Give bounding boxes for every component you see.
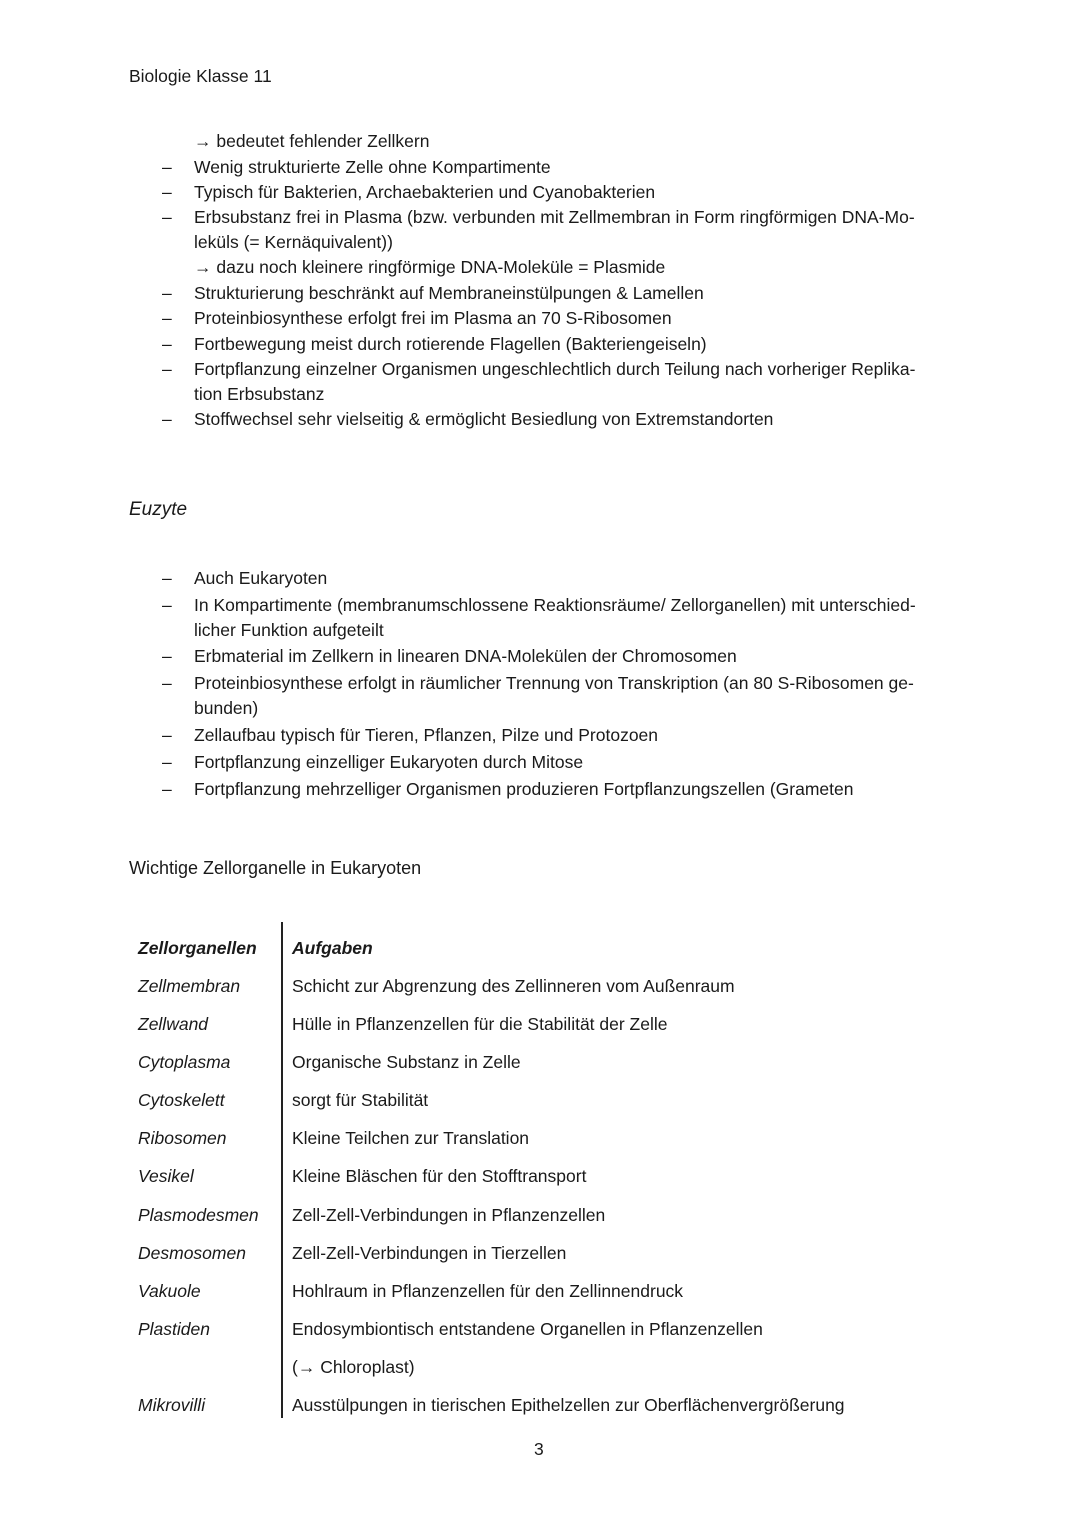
list-item: Erbsubstanz frei in Plasma (bzw. verbunden mit Zellmembran in Form ringförmigen DNA-Mo- [194,207,915,227]
table-cell-task: Endosymbiontisch entstandene Organellen in Pflanzenzellen [292,1319,763,1339]
table-cell-organelle: Zellmembran [138,976,241,996]
list-item: Fortpflanzung mehrzelliger Organismen produzieren Fortpflanzungszellen (Grameten [194,779,854,799]
table-cell-task: Zell-Zell-Verbindungen in Tierzellen [292,1243,567,1263]
bullet-dash [162,752,172,773]
bullet-dash [162,409,172,430]
bullet-dash [162,157,172,178]
table-cell-organelle: Cytoskelett [138,1090,225,1110]
list-item: In Kompartimente (membranumschlossene Reaktionsräume/ Zellorganellen) mit unterschied- [194,595,916,615]
list-item: Fortpflanzung einzelliger Eukaryoten durch Mitose [194,752,584,772]
list-item: Proteinbiosynthese erfolgt in räumlicher Trennung von Transkription (an 80 S-Ribosomen ge- [194,673,914,693]
table-cell-organelle: Vesikel [138,1166,194,1186]
list-item-continuation: tion Erbsubstanz [194,384,325,404]
bullet-dash [162,334,172,355]
table-cell-organelle: Mikrovilli [138,1395,206,1415]
bullet-dash [162,359,172,380]
table-cell-organelle: Plasmodesmen [138,1205,259,1225]
table-cell-task: Kleine Bläschen für den Stofftransport [292,1166,587,1186]
organelles-section-title: Wichtige Zellorganelle in Eukaryoten [129,858,422,878]
table-cell-task: Schicht zur Abgrenzung des Zellinneren vom Außenraum [292,976,735,996]
table-cell-organelle: Vakuole [138,1281,201,1301]
list-item: Zellaufbau typisch für Tieren, Pflanzen, Pilze und Protozoen [194,725,659,745]
table-cell-organelle: Desmosomen [138,1243,246,1263]
bullet-dash [162,283,172,304]
bullet-dash [162,182,172,203]
list-item: Auch Eukaryoten [194,568,328,588]
list-item: Wenig strukturierte Zelle ohne Kompartimente [194,157,551,177]
list-item: Erbmaterial im Zellkern in linearen DNA-Molekülen der Chromosomen [194,646,737,666]
list-item-continuation: licher Funktion aufgeteilt [194,620,384,640]
table-cell-task: Zell-Zell-Verbindungen in Pflanzenzellen [292,1205,606,1225]
bullet-dash [162,725,172,746]
table-cell-task: Hohlraum in Pflanzenzellen für den Zellinnendruck [292,1281,684,1301]
table-header-tasks: Aufgaben [292,938,373,958]
table-column-divider [281,922,283,1418]
table-header-organelles: Zellorganellen [138,938,257,958]
list-item: Proteinbiosynthese erfolgt frei im Plasma an 70 S-Ribosomen [194,308,672,328]
bullet-dash [162,595,172,616]
list-item-continuation: bunden) [194,698,259,718]
bullet-dash [162,779,172,800]
table-cell-task: (→ Chloroplast) [292,1357,415,1377]
bullet-dash [162,646,172,667]
table-cell-task: Organische Substanz in Zelle [292,1052,521,1072]
list-item: Typisch für Bakterien, Archaebakterien und Cyanobakterien [194,182,656,202]
page-number: 3 [534,1439,544,1459]
list-item: → dazu noch kleinere ringförmige DNA-Moleküle = Plasmide [194,257,666,277]
list-item: → bedeutet fehlender Zellkern [194,131,430,151]
table-cell-organelle: Plastiden [138,1319,210,1339]
table-cell-task: Kleine Teilchen zur Translation [292,1128,530,1148]
table-cell-task: sorgt für Stabilität [292,1090,429,1110]
euzyte-heading: Euzyte [129,499,188,520]
list-item: Strukturierung beschränkt auf Membraneinstülpungen & Lamellen [194,283,704,303]
list-item: Stoffwechsel sehr vielseitig & ermöglicht Besiedlung von Extremstandorten [194,409,774,429]
page-header: Biologie Klasse 11 [129,66,272,86]
table-cell-task: Ausstülpungen in tierischen Epithelzellen zur Oberflächenvergrößerung [292,1395,845,1415]
bullet-dash [162,568,172,589]
table-cell-organelle: Cytoplasma [138,1052,231,1072]
table-cell-organelle: Ribosomen [138,1128,227,1148]
bullet-dash [162,673,172,694]
table-cell-task: Hülle in Pflanzenzellen für die Stabilität der Zelle [292,1014,668,1034]
list-item: Fortpflanzung einzelner Organismen ungeschlechtlich durch Teilung nach vorheriger Replika- [194,359,916,379]
table-cell-organelle: Zellwand [138,1014,209,1034]
list-item-continuation: leküls (= Kernäquivalent)) [194,232,393,252]
list-item: Fortbewegung meist durch rotierende Flagellen (Bakteriengeiseln) [194,334,707,354]
bullet-dash [162,207,172,228]
bullet-dash [162,308,172,329]
